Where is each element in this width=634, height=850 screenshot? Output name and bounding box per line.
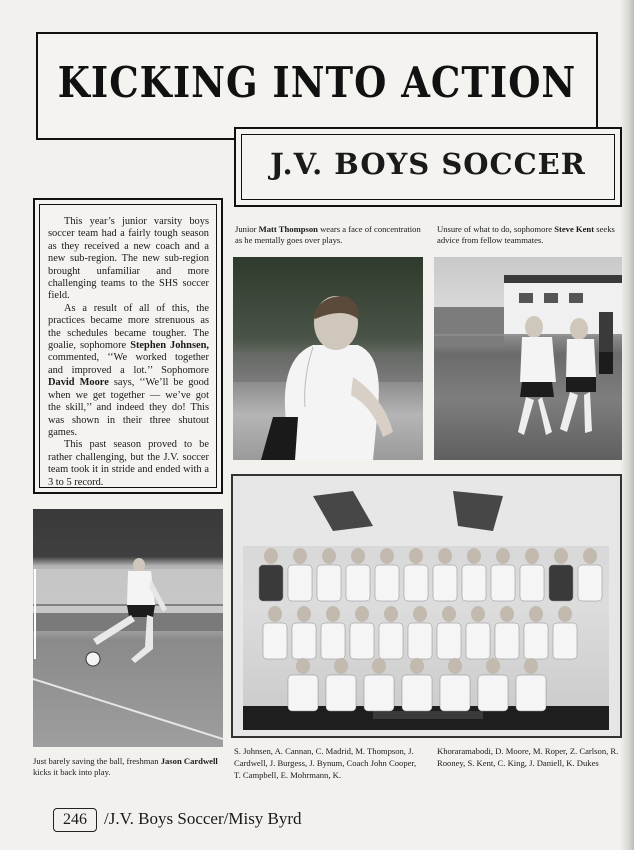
story-name-moore: David Moore <box>48 377 109 389</box>
team-player-head <box>334 658 348 674</box>
team-player-jersey <box>346 565 370 601</box>
team-player-jersey <box>402 675 432 711</box>
team-player-jersey <box>259 565 283 601</box>
team-player-head <box>384 606 398 622</box>
caption-cardwell-pre: Just barely saving the ball, freshman <box>33 756 159 766</box>
team-player-head <box>264 548 278 564</box>
team-player-head <box>297 606 311 622</box>
photo-steve-kent <box>434 257 622 460</box>
team-player-jersey <box>350 623 374 659</box>
team-player-head <box>529 606 543 622</box>
story-paragraph-1: This year’s junior varsity boys soccer team had a fairly tough season as they received a new coach and a new sub-region. The new sub-region brought unfamiliar and more challenging teams to the SHS soccer field. <box>48 216 209 302</box>
team-player-jersey <box>478 675 508 711</box>
team-player-head <box>558 606 572 622</box>
photo-team-figures <box>243 486 609 730</box>
team-player-head <box>583 548 597 564</box>
caption-cardwell-post: kicks it back into play. <box>33 767 111 777</box>
team-player-head <box>442 606 456 622</box>
team-player-head <box>355 606 369 622</box>
team-player-head <box>525 548 539 564</box>
team-player-head <box>409 548 423 564</box>
team-player-jersey <box>317 565 341 601</box>
story-box <box>33 198 223 494</box>
team-player-head <box>413 606 427 622</box>
caption-kent-name: Steve Kent <box>554 224 595 234</box>
team-player-head <box>293 548 307 564</box>
team-player-jersey <box>292 623 316 659</box>
photo-jason-cardwell <box>33 509 223 747</box>
team-player-jersey <box>495 623 519 659</box>
caption-thompson-pre: Junior <box>235 224 257 234</box>
team-player-head <box>372 658 386 674</box>
team-player-head <box>322 548 336 564</box>
team-player-jersey <box>263 623 287 659</box>
story-p2-c: says, ‘‘We’ll be good when we get together — we’ve got the skill,’’ and indeed they do! This was shown in their three shutout games. <box>48 377 209 438</box>
team-player-jersey <box>553 623 577 659</box>
photo-matt-thompson <box>233 257 423 460</box>
story-paragraph-2 <box>48 303 209 439</box>
team-player-jersey <box>516 675 546 711</box>
team-player-jersey <box>364 675 394 711</box>
caption-cardwell-name: Jason Cardwell <box>160 756 218 766</box>
team-player-head <box>524 658 538 674</box>
page-number-badge: 246 <box>53 808 97 832</box>
headline: KICKING INTO ACTION <box>57 56 577 108</box>
roster-column-2: Khoraramabodi, D. Moore, M. Roper, Z. Carlson, R. Rooney, S. Kent, C. King, J. Daniell, K. Dukes <box>437 746 619 768</box>
story-paragraph-3: This past season proved to be rather challenging, but the J.V. soccer team took it in stride and ended with a 3 to 5 record. <box>48 439 209 488</box>
team-player-jersey <box>326 675 356 711</box>
photo-cardwell-scene <box>33 509 223 747</box>
team-player-jersey <box>288 565 312 601</box>
team-player-jersey <box>578 565 602 601</box>
headline-box <box>36 32 598 140</box>
team-player-jersey <box>433 565 457 601</box>
team-player-head <box>471 606 485 622</box>
story-text <box>39 204 217 488</box>
photo-team <box>243 486 609 730</box>
team-player-jersey <box>408 623 432 659</box>
team-player-head <box>554 548 568 564</box>
team-player-head <box>500 606 514 622</box>
team-player-jersey <box>549 565 573 601</box>
team-player-jersey <box>437 623 461 659</box>
team-player-jersey <box>321 623 345 659</box>
team-player-jersey <box>288 675 318 711</box>
caption-kent-pre: Unsure of what to do, sophomore <box>437 224 553 234</box>
caption-kent <box>437 224 623 246</box>
caption-thompson-post: wears a face of concentration as he mentally goes over plays. <box>235 224 421 245</box>
team-player-jersey <box>520 565 544 601</box>
team-player-jersey <box>440 675 470 711</box>
team-player-head <box>486 658 500 674</box>
footer-folio: /J.V. Boys Soccer/Misy Byrd <box>104 809 302 828</box>
team-player-jersey <box>462 565 486 601</box>
team-player-jersey <box>491 565 515 601</box>
caption-cardwell <box>33 756 225 778</box>
team-player-head <box>380 548 394 564</box>
team-player-head <box>496 548 510 564</box>
team-photo-frame <box>231 474 622 738</box>
photo-kent-scene <box>434 257 622 460</box>
team-player-head <box>467 548 481 564</box>
team-player-jersey <box>404 565 428 601</box>
team-player-jersey <box>524 623 548 659</box>
team-player-head <box>268 606 282 622</box>
team-player-head <box>326 606 340 622</box>
subtitle-box <box>234 127 622 207</box>
roster-column-1: S. Johnsen, A. Cannan, C. Madrid, M. Thompson, J. Cardwell, J. Burgess, J. Bynum, Coach John Cooper, T. Campbell, E. Mohrmann, K. <box>234 746 417 780</box>
team-player-jersey <box>379 623 403 659</box>
team-player-jersey <box>375 565 399 601</box>
team-player-head <box>351 548 365 564</box>
team-player-head <box>438 548 452 564</box>
photo-thompson-figure <box>233 257 423 460</box>
caption-thompson <box>235 224 427 246</box>
caption-kent-post: seeks advice from fellow teammates. <box>437 224 615 245</box>
team-player-jersey <box>466 623 490 659</box>
page-edge-shadow <box>620 0 634 850</box>
story-name-johnsen: Stephen Johnsen, <box>130 340 209 352</box>
story-p2-a: As a result of all of this, the practices became more strenuous as the schedules became tougher. The goalie, sophomore <box>48 302 209 352</box>
team-player-head <box>410 658 424 674</box>
team-player-head <box>296 658 310 674</box>
team-player-head <box>448 658 462 674</box>
story-p2-b: commented, ‘‘We worked together and improved a lot.’’ Sophomore <box>48 352 209 376</box>
subtitle: J.V. BOYS SOCCER <box>270 147 586 181</box>
caption-thompson-name: Matt Thompson <box>258 224 318 234</box>
